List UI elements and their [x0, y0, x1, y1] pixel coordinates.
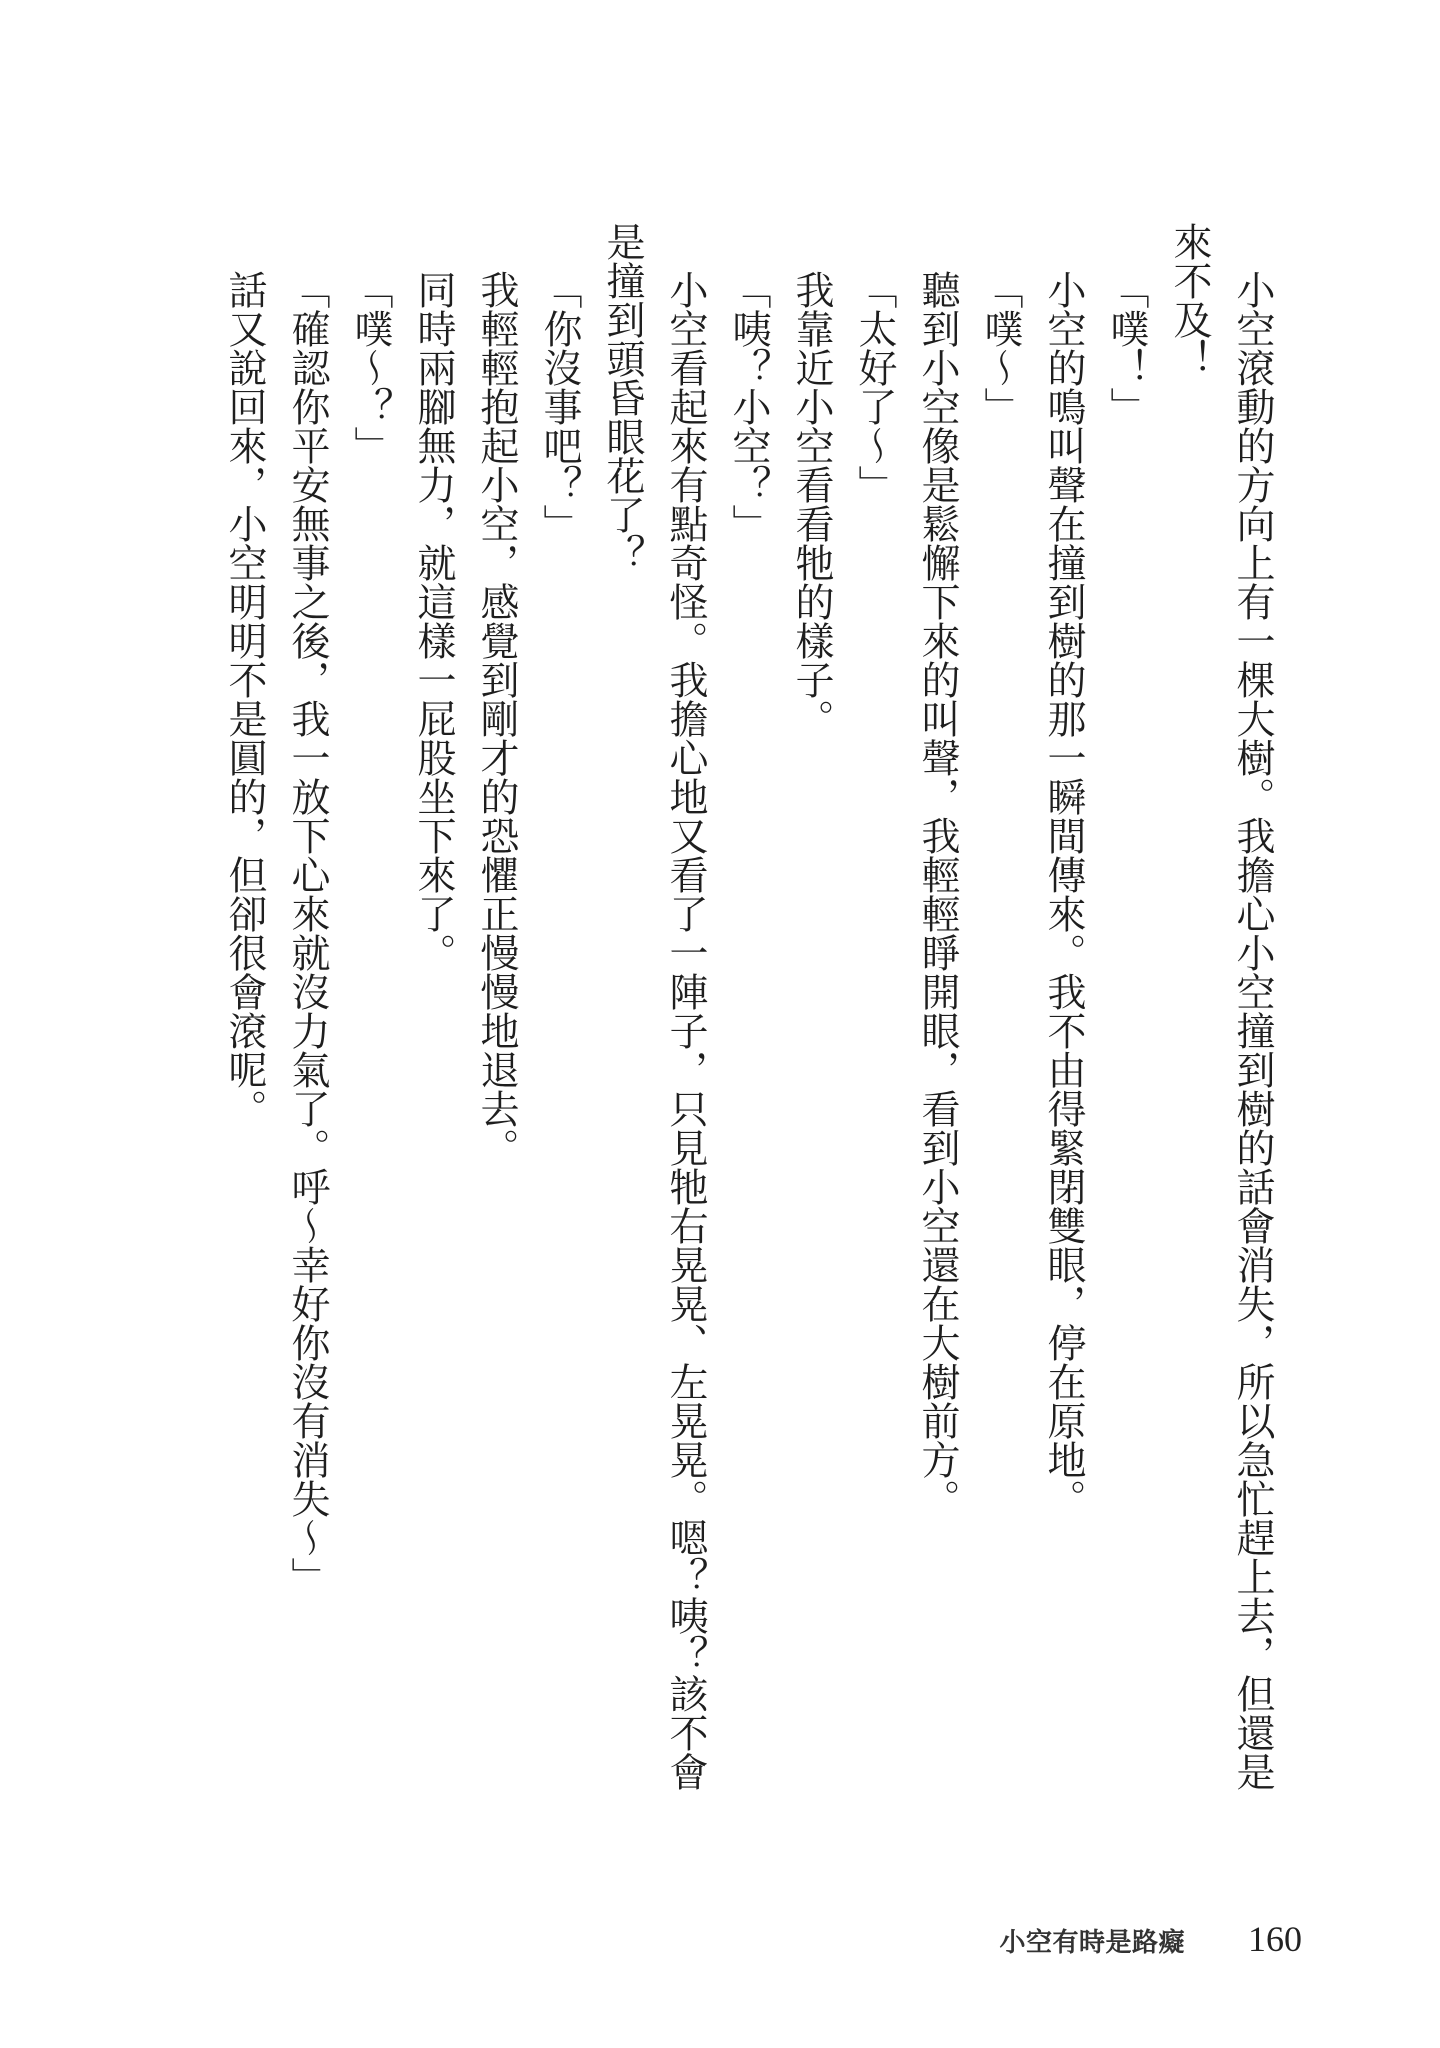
dialogue-line-2: 「噗～」	[979, 270, 1022, 426]
page-footer	[999, 1918, 1302, 1960]
dialogue-line-4: 「咦？小空？」	[727, 270, 770, 543]
dialogue-line-6: 「噗～？」	[349, 270, 392, 465]
paragraph-3: 聽到小空像是鬆懈下來的叫聲，我輕輕睜開眼，看到小空還在大樹前方。	[916, 270, 959, 1518]
page-text-block	[213, 222, 1284, 1794]
dialogue-line-3: 「太好了～」	[853, 270, 896, 504]
paragraph-4: 我靠近小空看看牠的樣子。	[790, 270, 833, 738]
paragraph-6: 我輕輕抱起小空，感覺到剛才的恐懼正慢慢地退去。	[475, 270, 518, 1167]
dialogue-line-7: 「確認你平安無事之後，我一放下心來就沒力氣了。呼～幸好你沒有消失～」	[286, 270, 329, 1596]
paragraph-2: 小空的鳴叫聲在撞到樹的那一瞬間傳來。我不由得緊閉雙眼，停在原地。	[1042, 270, 1085, 1518]
page-number: 160	[1248, 1919, 1302, 1959]
paragraph-7: 同時兩腳無力，就這樣一屁股坐下來了。	[412, 270, 455, 972]
paragraph-8: 話又說回來，小空明明不是圓的，但卻很會滾呢。	[223, 270, 266, 1128]
dialogue-line-1: 「噗！」	[1105, 270, 1148, 426]
dialogue-line-5: 「你沒事吧？」	[538, 270, 581, 543]
chapter-title: 小空有時是路癡	[999, 1927, 1185, 1957]
paragraph-5: 小空看起來有點奇怪。我擔心地又看了一陣子，只見牠右晃晃、左晃晃。嗯？咦？該不會是撞到頭昏眼花了？	[601, 222, 707, 1791]
paragraph-1: 小空滾動的方向上有一棵大樹。我擔心小空撞到樹的話會消失，所以急忙趕上去，但還是來不及！	[1168, 222, 1274, 1791]
